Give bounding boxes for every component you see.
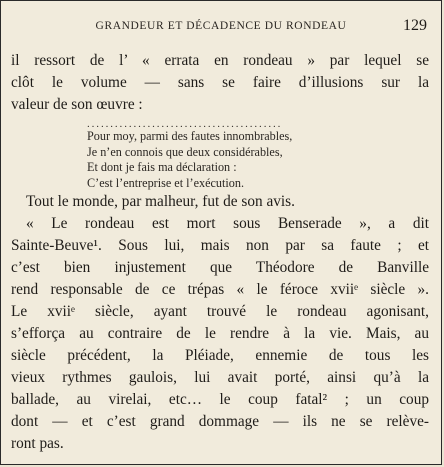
page-number: 129 bbox=[403, 17, 427, 34]
text-line: Sainte-Beuve¹. Sous lui, mais non par sa faute ; et bbox=[11, 237, 429, 254]
text-line: vieux rythmes gaulois, lui avait porté, ainsi qu’à la bbox=[11, 369, 429, 386]
text-line: Tout le monde, par malheur, fut de son avis. bbox=[26, 193, 295, 210]
verse-quotation bbox=[87, 119, 331, 191]
paragraph-rondeau-death bbox=[11, 213, 429, 455]
verse-line: C’est l’entreprise et l’exécution. bbox=[87, 175, 245, 190]
verse-line: Et dont je fais ma déclaration : bbox=[87, 160, 237, 174]
running-head bbox=[1, 17, 441, 37]
text-line: valeur de son œuvre : bbox=[11, 96, 143, 113]
text-line: ballade, au virelai, etc… le coup fatal² ; un coup bbox=[11, 391, 429, 408]
text-line: Le xviiᵉ siècle, ayant trouvé le rondeau agonisant, bbox=[11, 303, 429, 320]
text-line: clôt le volume — sans se faire d’illusions sur la bbox=[11, 74, 429, 91]
paragraph-opinion bbox=[11, 191, 429, 213]
text-line: siècle précédent, la Pléiade, ennemie de tous les bbox=[11, 347, 429, 364]
running-title: GRANDEUR ET DÉCADENCE DU RONDEAU bbox=[95, 20, 347, 32]
ellipsis-dots: .......................................... bbox=[87, 119, 283, 129]
text-line: il ressort de l’ « errata en rondeau » par lequel se bbox=[11, 52, 429, 69]
text-line: dont — et c’est grand dommage — ils ne se relève- bbox=[11, 413, 429, 430]
text-line: c’est bien injustement que Théodore de Banville bbox=[11, 259, 429, 276]
text-line: s’efforça au contraire de le rendre à la vie. Mais, au bbox=[11, 325, 429, 342]
verse-line: Je n’en connois que deux considérables, bbox=[87, 144, 283, 159]
verse-line: Pour moy, parmi des fautes innombrables, bbox=[87, 129, 293, 143]
text-line: « Le rondeau est mort sous Benserade », a dit bbox=[26, 215, 429, 232]
text-line: rend responsable de ce trépas « le féroce xviiᵉ siècle ». bbox=[11, 281, 429, 298]
paragraph-opening bbox=[11, 50, 429, 116]
text-line: ront pas. bbox=[11, 435, 64, 452]
